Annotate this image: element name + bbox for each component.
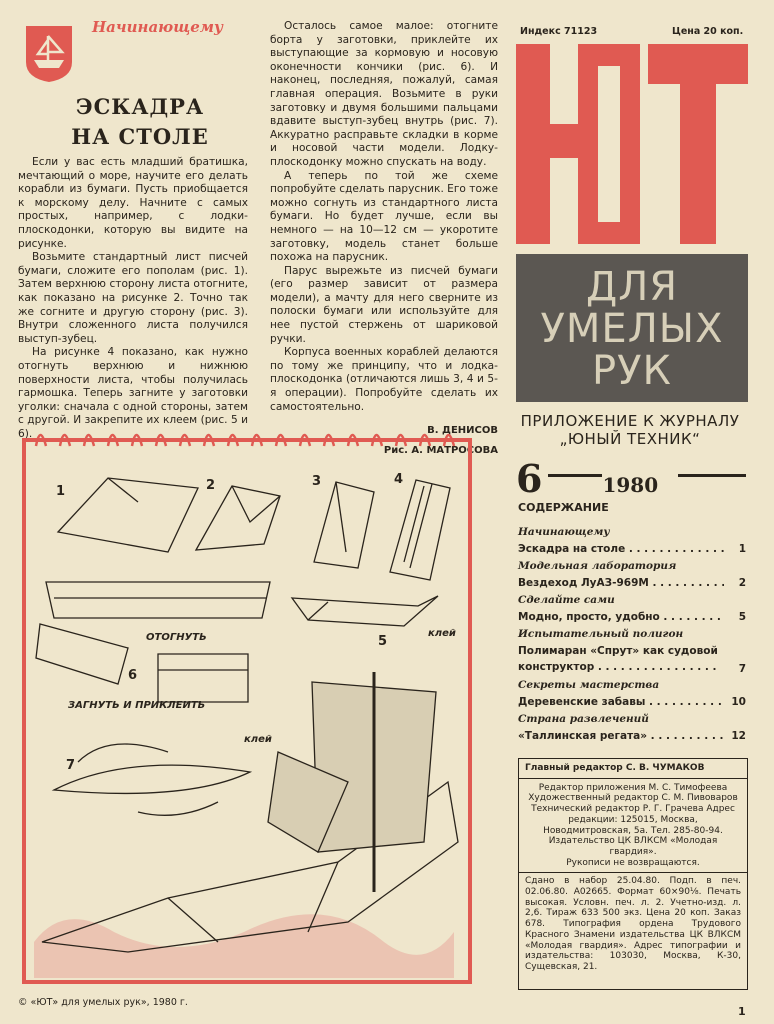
figure-number: 1: [56, 484, 66, 499]
subscription-index: Индекс 71123: [520, 26, 598, 37]
imprint-tech: Сдано в набор 25.04.80. Подп. в печ. 02.06.80. А02665. Формат 60×90⅛. Печать высокая. Условн. печ. л. 2. Учетно-изд. л. 2,6. Тираж 633 500 экз. Цена 20 коп. Заказ 678. Типография ордена Трудового Красного Знамени издательства ЦК ВЛКСМ «Молодая гвардия». Адрес типографии и издательства: 103030, Москва, К-30, Сущевская, 21.: [525, 876, 741, 972]
toc-section: Страна развлечений: [518, 713, 649, 725]
issue-number: 6 1980: [516, 456, 659, 501]
paragraph: Если у вас есть младший братишка, мечтающий о море, научите его делать корабли из бумаги. Пусть приобщается к морскому делу. Начните с самых простых, например, с лодки-плоскодонки, которую вы видите на рисунке.: [18, 156, 248, 250]
toc-section: Секреты мастерства: [518, 679, 660, 691]
series-title-line: ДЛЯ: [585, 264, 679, 310]
paragraph: А теперь по той же схеме попробуйте сделать парусник. Его тоже можно согнуть из стандартного листа бумаги. Но будет лучше, если вы немного — на 10—12 см — укоротите заготовку, модель станет больше похожа на парусник.: [270, 169, 498, 264]
paragraph: На рисунке 4 показано, как нужно отогнуть верхнюю и нижнюю поверхности листа, чтобы получилась гармошка. Теперь загните у заготовки уголки: сначала с одной стороны, затем с другой. И закрепите их клеем (рис. 5 и 6).: [18, 346, 248, 440]
chief-editor: Главный редактор С. В. ЧУМАКОВ: [519, 759, 747, 779]
figure-number: 7: [66, 758, 76, 773]
toc-entry: «Таллинская регата» . . . 12: [518, 728, 746, 745]
toc-entry: Эскадра на столе . . . 1: [518, 541, 746, 558]
issue-rule: [548, 474, 602, 477]
figure-number: 3: [312, 474, 322, 489]
issue-rule: [678, 474, 746, 477]
article-title: ЭСКАДРА НА СТОЛЕ: [71, 94, 209, 149]
imprint-box: [518, 758, 748, 990]
yt-logo: [516, 44, 748, 244]
fold-label: ОТОГНУТЬ: [146, 632, 207, 643]
article-text-column-2: [270, 20, 498, 457]
article-text-column-1: [18, 156, 248, 441]
paragraph: Осталось самое малое: отогните борта у заготовки, приклейте их выступающие за кормовую и носовую оконечности кончики (рис. 6). И наконец, последняя, пожалуй, самая главная операция. Возьмите в руки заготовку и двумя большими пальцами вдавите выступ-зубец внутрь (рис. 7). Аккуратно расправьте складки в корме и носовой части модели. Лодку-плоскодонку можно спускать на воду.: [270, 20, 498, 168]
toc-entry: Полимаран «Спрут» как судовой конструктор . . . 7: [518, 643, 746, 677]
imprint-staff: Редактор приложения М. С. Тимофеева Художественный редактор С. М. Пивоваров Технический редактор Р. Г. Грачева Адрес редакции: 125015, Москва, Новодмитровская, 5а. Тел. 285-80-94. Издательство ЦК ВЛКСМ «Молодая гвардия». Рукописи не возвращаются.: [519, 779, 747, 874]
toc-section: Сделайте сами: [518, 594, 615, 606]
paragraph: Парус вырежьте из писчей бумаги (его размер зависит от размера модели), а мачту для него сверните из полоски бумаги или используйте для нее пустой стержень от шариковой ручки.: [270, 264, 498, 345]
section-rubric: Начинающему: [92, 18, 223, 36]
toc-entry: Вездеход ЛуАЗ-969М . . . 2: [518, 575, 746, 592]
folding-instructions-illustration: [18, 422, 488, 987]
series-title-block: [516, 254, 748, 402]
figure-number: 5: [378, 634, 388, 649]
ship-emblem-icon: [18, 22, 80, 84]
toc-entry: Деревенские забавы . . . 10: [518, 694, 746, 711]
author-signature: В. ДЕНИСОВ: [427, 425, 498, 437]
glue-label: клей: [244, 734, 272, 745]
figure-number: 6: [128, 668, 138, 683]
magazine-subtitle: ПРИЛОЖЕНИЕ К ЖУРНАЛУ „ЮНЫЙ ТЕХНИК“: [520, 412, 740, 448]
table-of-contents: [518, 524, 746, 745]
toc-heading: СОДЕРЖАНИЕ: [518, 501, 609, 514]
toc-entry: Модно, просто, удобно . . . 5: [518, 609, 746, 626]
fold-glue-label: ЗАГНУТЬ И ПРИКЛЕИТЬ: [68, 700, 206, 711]
toc-section: Испытательный полигон: [518, 628, 684, 640]
figure-number: 4: [394, 472, 404, 487]
illustrator-credit: Рис. А. МАТРОСОВА: [383, 444, 498, 456]
price-label: Цена 20 коп.: [672, 26, 744, 37]
glue-label: клей: [428, 628, 456, 639]
paragraph: Возьмите стандартный лист писчей бумаги, сложите его пополам (рис. 1). Затем верхнюю сторону листа отогните, как показано на рисунке 2. Точно так же согните и другую сторону (рис. 3). Внутри сложенного листа получился выступ-зубец.: [18, 251, 248, 345]
page-number: 1: [738, 1005, 746, 1018]
paragraph: Корпуса военных кораблей делаются по тому же принципу, что и лодка-плоскодонка (отличаются лишь 3, 4 и 5-я операции). Попробуйте сделать их самостоятельно.: [270, 346, 498, 413]
copyright-footer: © «ЮТ» для умелых рук», 1980 г.: [18, 997, 188, 1008]
series-title-line: РУК: [592, 348, 672, 394]
figure-number: 2: [206, 478, 216, 493]
toc-section: Модельная лаборатория: [518, 560, 677, 572]
toc-section: Начинающему: [518, 526, 610, 538]
series-title-line: УМЕЛЫХ: [540, 306, 724, 352]
